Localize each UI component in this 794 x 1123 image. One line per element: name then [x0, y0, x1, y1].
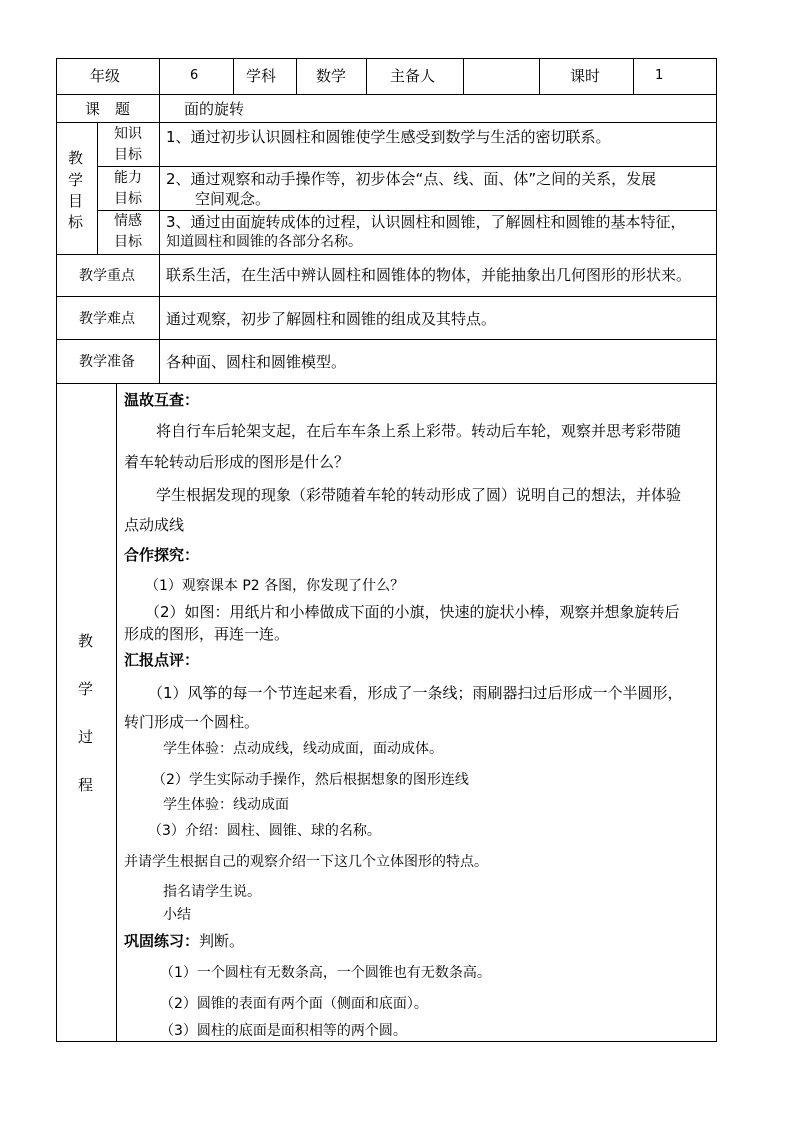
grade-value: 6 — [190, 68, 199, 83]
review-line: 点动成线 — [124, 516, 185, 534]
topic-label: 课 题 — [85, 100, 131, 118]
process-label-char: 过 — [78, 728, 94, 746]
report-heading: 汇报点评： — [124, 651, 200, 669]
report-line: （3）介绍：圆柱、圆锥、球的名称。 — [148, 823, 381, 839]
difficulties-label: 教学难点 — [79, 311, 135, 327]
review-line: 着车轮转动后形成的图形是什么？ — [124, 453, 350, 471]
explore-line: 形成的图形，再连一连。 — [124, 625, 290, 643]
row-divider — [56, 122, 717, 123]
table-border-bottom — [56, 1041, 717, 1042]
row-divider — [97, 166, 717, 167]
practice-line: （2）圆锥的表面有两个面（侧面和底面）。 — [160, 996, 428, 1012]
goal-ability-label-line: 目标 — [114, 191, 142, 207]
practice-heading-row — [124, 932, 244, 950]
goal-knowledge-label-line: 知识 — [114, 126, 142, 142]
report-line: 转门形成一个圆柱。 — [124, 713, 260, 731]
practice-heading: 巩固练习： — [124, 932, 200, 950]
grade-label: 年级 — [90, 67, 121, 85]
col-divider — [97, 122, 98, 255]
goal-emotion-label-line: 目标 — [114, 234, 142, 250]
col-divider — [159, 254, 160, 384]
row-divider — [56, 94, 717, 95]
report-line: 小结 — [163, 907, 191, 923]
row-divider — [97, 210, 717, 211]
report-line: （1）风筝的每一个节连起来看，形成了一条线；雨刷器扫过后形成一个半圆形， — [148, 684, 683, 702]
practice-line: （1）一个圆柱有无数条高，一个圆锥也有无数条高。 — [160, 965, 491, 981]
goal-emotion-text-line: 知道圆柱和圆锥的各部分名称。 — [166, 234, 362, 250]
goal-knowledge-text: 1、通过初步认识圆柱和圆锥使学生感受到数学与生活的密切联系。 — [166, 128, 611, 146]
explore-heading: 合作探究： — [124, 546, 200, 564]
process-label-char: 教 — [78, 632, 94, 650]
row-divider — [56, 296, 717, 297]
col-divider — [633, 58, 634, 95]
table-border-right — [716, 58, 717, 1042]
goal-emotion-text-line: 3、通过由面旋转成体的过程，认识圆柱和圆锥，了解圆柱和圆锥的基本特征， — [166, 213, 686, 231]
row-divider — [56, 254, 717, 255]
difficulties-text: 通过观察，初步了解圆柱和圆锥的组成及其特点。 — [166, 310, 497, 328]
goals-label-char: 目 — [68, 192, 84, 210]
process-label-char: 程 — [78, 776, 94, 794]
key-points-text: 联系生活，在生活中辨认圆柱和圆锥体的物体，并能抽象出几何图形的形状来。 — [166, 266, 692, 284]
goals-label-char: 标 — [68, 213, 84, 231]
col-divider — [116, 383, 117, 1042]
subject-value: 数学 — [316, 67, 347, 85]
row-divider — [56, 339, 717, 340]
col-divider — [539, 58, 540, 95]
preparation-text: 各种面、圆柱和圆锥模型。 — [166, 353, 347, 371]
col-divider — [159, 58, 160, 95]
goals-label-char: 教 — [68, 149, 84, 167]
report-line: 并请学生根据自己的观察介绍一下这几个立体图形的特点。 — [124, 854, 488, 870]
explore-line: （2）如图：用纸片和小棒做成下面的小旗，快速的旋状小棒，观察并想象旋转后 — [145, 603, 680, 621]
col-divider — [159, 94, 160, 123]
goal-emotion-label-line: 情感 — [114, 213, 142, 229]
goal-ability-text-line: 2、通过观察和动手操作等，初步体会“点、线、面、体”之间的关系，发展 — [166, 170, 657, 188]
goal-ability-label-line: 能力 — [114, 170, 142, 186]
col-divider — [159, 122, 160, 255]
col-divider — [233, 58, 234, 95]
goals-label-char: 学 — [68, 171, 84, 189]
key-points-label: 教学重点 — [79, 268, 135, 284]
col-divider — [463, 58, 464, 95]
report-line: 学生体验：点动成线，线动成面，面动成体。 — [163, 741, 443, 757]
review-line: 将自行车后轮架支起，在后车车条上系上彩带。转动后车轮，观察并思考彩带随 — [156, 422, 682, 440]
practice-line: （3）圆柱的底面是面积相等的两个圆。 — [160, 1023, 407, 1039]
period-label: 课时 — [570, 67, 601, 85]
period-value: 1 — [655, 68, 664, 83]
preparer-label: 主备人 — [390, 67, 436, 85]
review-heading: 温故互查： — [124, 391, 200, 409]
row-divider — [56, 383, 717, 384]
preparation-label: 教学准备 — [79, 354, 135, 370]
table-border-left — [56, 58, 57, 1042]
topic-value: 面的旋转 — [184, 100, 245, 118]
table-border-top — [56, 58, 717, 59]
practice-heading-suffix: 判断。 — [199, 932, 245, 950]
explore-line: （1）观察课本 P2 各图，你发现了什么？ — [145, 578, 405, 594]
col-divider — [296, 58, 297, 95]
review-line: 学生根据发现的现象（彩带随着车轮的转动形成了圆）说明自己的想法，并体验 — [156, 486, 682, 504]
report-line: 指名请学生说。 — [163, 884, 261, 900]
goal-knowledge-label-line: 目标 — [114, 147, 142, 163]
process-label-char: 学 — [78, 680, 94, 698]
report-line: （2）学生实际动手操作，然后根据想象的图形连线 — [152, 772, 469, 788]
subject-label: 学科 — [246, 67, 277, 85]
report-line: 学生体验：线动成面 — [163, 797, 289, 813]
col-divider — [366, 58, 367, 95]
goal-ability-text-line: 空间观念。 — [195, 190, 271, 208]
